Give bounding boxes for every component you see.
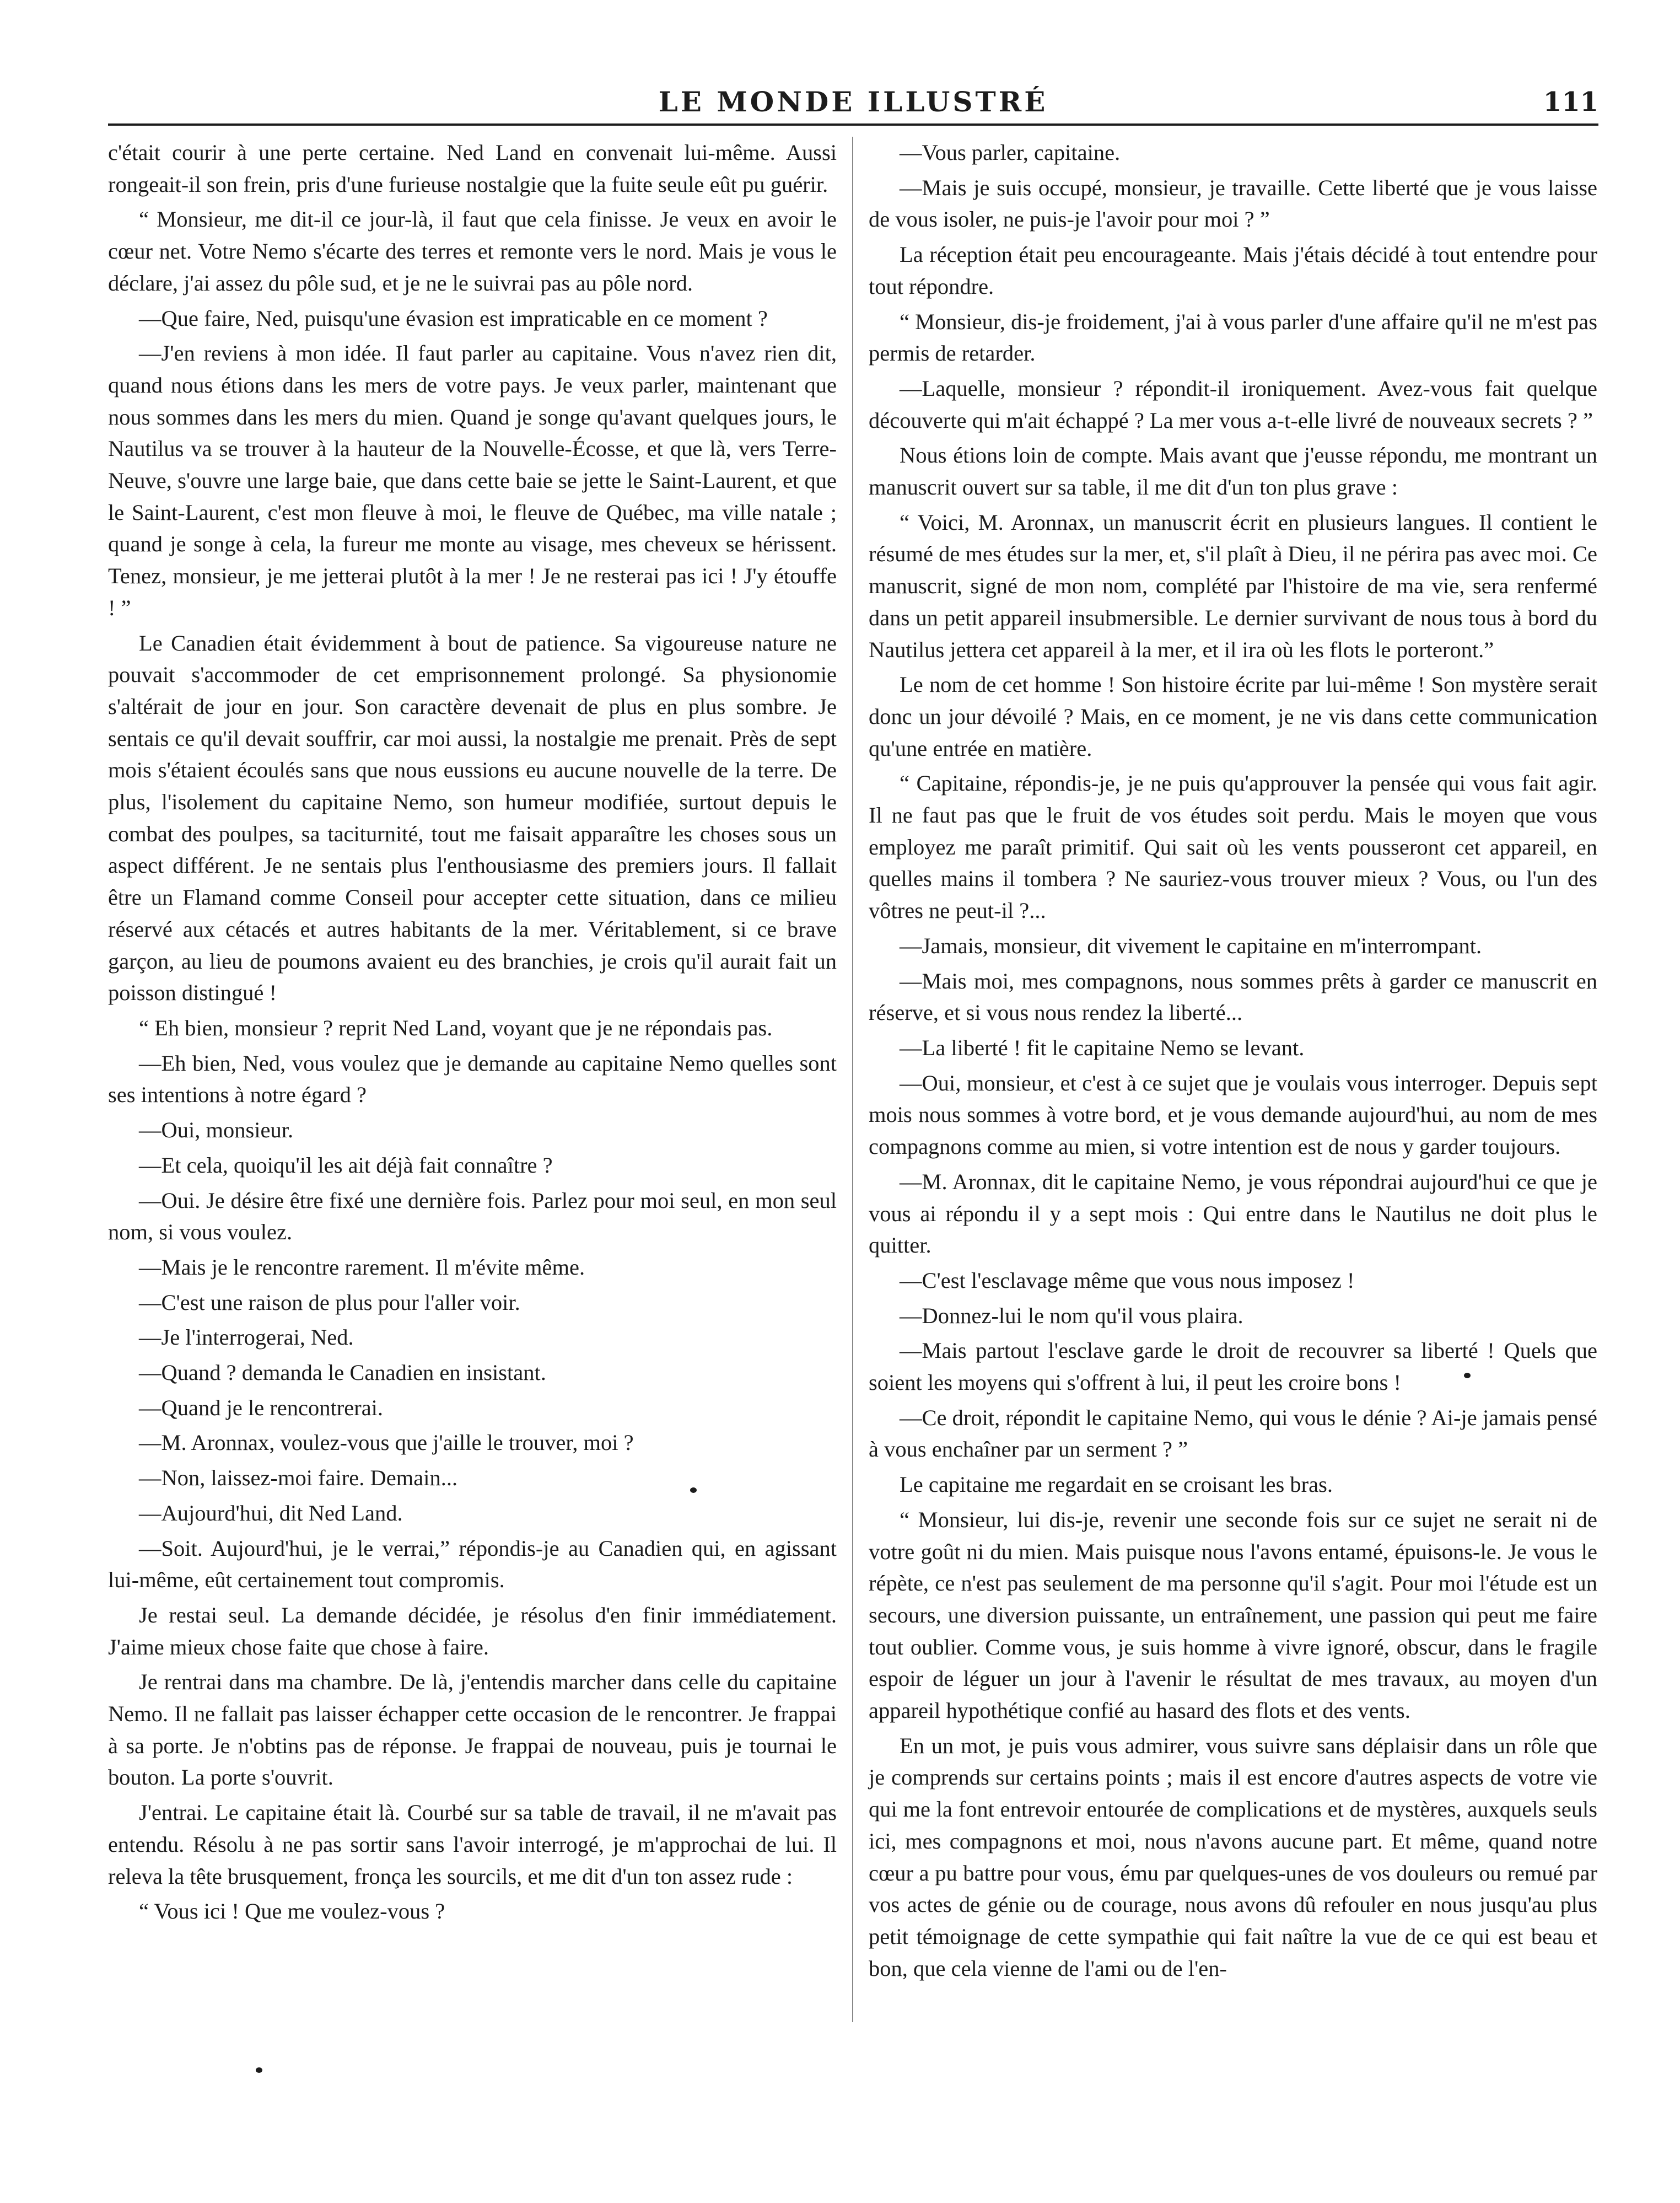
left-column xyxy=(108,137,837,1931)
paragraph: —Donnez-lui le nom qu'il vous plaira. xyxy=(900,1303,1243,1328)
paragraph: —Oui, monsieur, et c'est à ce sujet que je voulais vous interroger. Depuis sept mois nous sommes à votre bord, et je vous demande aujourd'hui, au nom de mes compagnons comme au mien, si votre intention est de nous y garder toujours. xyxy=(869,1070,1597,1159)
paragraph: —J'en reviens à mon idée. Il faut parler au capitaine. Vous n'avez rien dit, quand nous étions dans les mers de votre pays. Je veux parler, maintenant que nous sommes dans les mers du mien. Quand je songe qu'avant quelques jours, le Nautilus va se trouver à la hauteur de la Nouvelle-Écosse, et que là, vers Terre-Neuve, s'ouvre une large baie, que dans cette baie se jette le Saint-Laurent, et que le Saint-Laurent, c'est mon fleuve à moi, le fleuve de Québec, ma ville natale ; quand je songe à cela, la fureur me monte au visage, mes cheveux se hérissent. Tenez, monsieur, je me jetterai plutôt à la mer ! Je ne resterai pas ici ! J'y étouffe ! ” xyxy=(108,341,837,620)
paragraph: “ Monsieur, me dit-il ce jour-là, il faut que cela finisse. Je veux en avoir le cœur net. Votre Nemo s'écarte des terres et remonte vers le nord. Mais je vous le déclare, j'ai assez du pôle sud, et je ne le suivrai pas au pôle nord. xyxy=(108,207,837,295)
right-column xyxy=(869,137,1597,1987)
paragraph: —Laquelle, monsieur ? répondit-il ironiquement. Avez-vous fait quelque découverte qui m'ait échappé ? La mer vous a-t-elle livré de nouveaux secrets ? ” xyxy=(869,375,1597,433)
paragraph: —M. Aronnax, voulez-vous que j'aille le trouver, moi ? xyxy=(139,1430,634,1455)
paragraph: —Aujourd'hui, dit Ned Land. xyxy=(139,1500,403,1525)
paragraph: —Mais partout l'esclave garde le droit de recouvrer sa liberté ! Quels que soient les moyens qui s'offrent à lui, il peut les croire bons ! xyxy=(869,1338,1597,1395)
ink-spot xyxy=(256,2067,262,2073)
paragraph: —C'est une raison de plus pour l'aller voir. xyxy=(139,1289,520,1315)
paragraph: —Soit. Aujourd'hui, je le verrai,” répondis-je au Canadien qui, en agissant lui-même, eût certainement tout compromis. xyxy=(108,1535,837,1593)
paragraph: —Eh bien, Ned, vous voulez que je demande au capitaine Nemo quelles sont ses intentions à notre égard ? xyxy=(108,1050,837,1108)
paragraph: J'entrai. Le capitaine était là. Courbé sur sa table de travail, il ne m'avait pas entendu. Résolu à ne pas sortir sans l'avoir interrogé, je m'approchai de lui. Il releva la tête brusquement, fronça les sourcils, et me dit d'un ton assez rude : xyxy=(108,1800,837,1889)
paragraph: —Mais moi, mes compagnons, nous sommes prêts à garder ce manuscrit en réserve, et si vous nous rendez la liberté... xyxy=(869,968,1597,1025)
paragraph: Le Canadien était évidemment à bout de patience. Sa vigoureuse nature ne pouvait s'accommoder de cet emprisonnement prolongé. Sa physionomie s'altérait de jour en jour. Son caractère devenait de plus en plus sombre. Je sentais ce qu'il devait souffrir, car moi aussi, la nostalgie me prenait. Près de sept mois s'étaient écoulés sans que nous eussions eu aucune nouvelle de la terre. De plus, l'isolement du capitaine Nemo, son humeur modifiée, surtout depuis le combat des poulpes, sa taciturnité, tout me faisait apparaître les choses sous un aspect différent. Je ne sentais plus l'enthousiasme des premiers jours. Il fallait être un Flamand comme Conseil pour accepter cette situation, dans ce milieu réservé aux cétacés et autres habitants de la mer. Véritablement, si ce brave garçon, au lieu de poumons avaient eu des branchies, je crois qu'il aurait fait un poisson distingué ! xyxy=(108,630,837,1006)
paragraph: “ Monsieur, dis-je froidement, j'ai à vous parler d'une affaire qu'il ne m'est pas permis de retarder. xyxy=(869,309,1597,366)
paragraph: —M. Aronnax, dit le capitaine Nemo, je vous répondrai aujourd'hui ce que je vous ai répondu il y a sept mois : Qui entre dans le Nautilus ne doit plus le quitter. xyxy=(869,1169,1597,1258)
paragraph: “ Capitaine, répondis-je, je ne puis qu'approuver la pensée qui vous fait agir. Il ne faut pas que le fruit de vos études soit perdu. Mais le moyen que vous employez me paraît primitif. Qui sait où les vents pousseront cet appareil, en quelles mains il tombera ? Ne sauriez-vous trouver mieux ? Vous, ou l'un des vôtres ne peut-il ?... xyxy=(869,771,1597,923)
paragraph: Le capitaine me regardait en se croisant les bras. xyxy=(900,1472,1333,1497)
paragraph: —C'est l'esclavage même que vous nous imposez ! xyxy=(900,1267,1355,1293)
page-number: 111 xyxy=(1543,87,1598,117)
column-divider xyxy=(852,137,853,2022)
paragraph: —Quand je le rencontrerai. xyxy=(139,1395,384,1420)
paragraph: —Oui, monsieur. xyxy=(139,1117,294,1143)
paragraph: —Je l'interrogerai, Ned. xyxy=(139,1325,354,1350)
paragraph: “ Vous ici ! Que me voulez-vous ? xyxy=(139,1899,445,1924)
paragraph: —Et cela, quoiqu'il les ait déjà fait connaître ? xyxy=(139,1152,553,1178)
paragraph: —La liberté ! fit le capitaine Nemo se levant. xyxy=(900,1035,1305,1060)
ink-spot xyxy=(690,1487,697,1493)
ink-spot xyxy=(1464,1373,1471,1378)
paragraph: —Oui. Je désire être fixé une dernière fois. Parlez pour moi seul, en mon seul nom, si vous voulez. xyxy=(108,1188,837,1245)
paragraph: Je restai seul. La demande décidée, je résolus d'en finir immédiatement. J'aime mieux chose faite que chose à faire. xyxy=(108,1602,837,1659)
paragraph: —Non, laissez-moi faire. Demain... xyxy=(139,1465,458,1491)
page-header xyxy=(108,84,1598,128)
paragraph: —Mais je le rencontre rarement. Il m'évite même. xyxy=(139,1254,585,1280)
paragraph: “ Monsieur, lui dis-je, revenir une seconde fois sur ce sujet ne serait ni de votre goût ni du mien. Mais puisque nous l'avons entamé, épuisons-le. Je vous le répète, ce n'est pas seulement de ma personne qu'il s'agit. Pour moi l'étude est un secours, une diversion puissante, un entraînement, une passion qui peut me faire tout oublier. Comme vous, je suis homme à vivre ignoré, obscur, dans le fragile espoir de léguer un jour à l'avenir le résultat de mes travaux, au moyen d'un appareil hypothétique confié au hasard des flots et des vents. xyxy=(869,1507,1597,1723)
paragraph: —Que faire, Ned, puisqu'une évasion est impraticable en ce moment ? xyxy=(139,305,768,331)
paragraph: —Quand ? demanda le Canadien en insistant. xyxy=(139,1360,546,1385)
journal-title: LE MONDE ILLUSTRÉ xyxy=(658,85,1048,118)
header-rule xyxy=(108,123,1598,126)
paragraph: Nous étions loin de compte. Mais avant que j'eusse répondu, me montrant un manuscrit ouvert sur sa table, il me dit d'un ton plus grave : xyxy=(869,443,1597,500)
paragraph: La réception était peu encourageante. Mais j'étais décidé à tout entendre pour tout répondre. xyxy=(869,242,1597,299)
paragraph: Je rentrai dans ma chambre. De là, j'entendis marcher dans celle du capitaine Nemo. Il ne fallait pas laisser échapper cette occasion de le rencontrer. Je frappai à sa porte. Je n'obtins pas de réponse. Je frappai de nouveau, puis je tournai le bouton. La porte s'ouvrit. xyxy=(108,1669,837,1790)
paragraph: “ Eh bien, monsieur ? reprit Ned Land, voyant que je ne répondais pas. xyxy=(139,1015,773,1040)
paragraph: En un mot, je puis vous admirer, vous suivre sans déplaisir dans un rôle que je comprends sur certains points ; mais il est encore d'autres aspects de votre vie qui me la font entrevoir entourée de complications et de mystères, auxquels seuls ici, mes compagnons et moi, nous n'avons aucune part. Et même, quand notre cœur a pu battre pour vous, ému par quelques-unes de vos douleurs ou remué par vos actes de génie ou de courage, nous avons dû refouler en nous jusqu'au plus petit témoignage de cette sympathie qui fait naître la vue de ce qui est beau et bon, que cela vienne de l'ami ou de l'en- xyxy=(869,1733,1597,1981)
paragraph: —Mais je suis occupé, monsieur, je travaille. Cette liberté que je vous laisse de vous isoler, ne puis-je l'avoir pour moi ? ” xyxy=(869,175,1597,232)
paragraph: Le nom de cet homme ! Son histoire écrite par lui-même ! Son mystère serait donc un jour dévoilé ? Mais, en ce moment, je ne vis dans cette communication qu'une entrée en matière. xyxy=(869,672,1597,761)
paragraph: —Jamais, monsieur, dit vivement le capitaine en m'interrompant. xyxy=(900,933,1482,958)
paragraph: “ Voici, M. Aronnax, un manuscrit écrit en plusieurs langues. Il contient le résumé de mes études sur la mer, et, s'il plaît à Dieu, il ne périra pas avec moi. Ce manuscrit, signé de mon nom, complété par l'histoire de ma vie, sera renfermé dans un petit appareil insubmersible. Le dernier survivant de nous tous à bord du Nautilus jettera cet appareil à la mer, et il ira où les flots le porteront.” xyxy=(869,509,1597,662)
paragraph: c'était courir à une perte certaine. Ned Land en convenait lui-même. Aussi rongeait-il son frein, pris d'une furieuse nostalgie que la fuite seule eût pu guérir. xyxy=(108,140,837,197)
paragraph: —Ce droit, répondit le capitaine Nemo, qui vous le dénie ? Ai-je jamais pensé à vous enchaîner par un serment ? ” xyxy=(869,1405,1597,1462)
paragraph: —Vous parler, capitaine. xyxy=(900,140,1121,165)
